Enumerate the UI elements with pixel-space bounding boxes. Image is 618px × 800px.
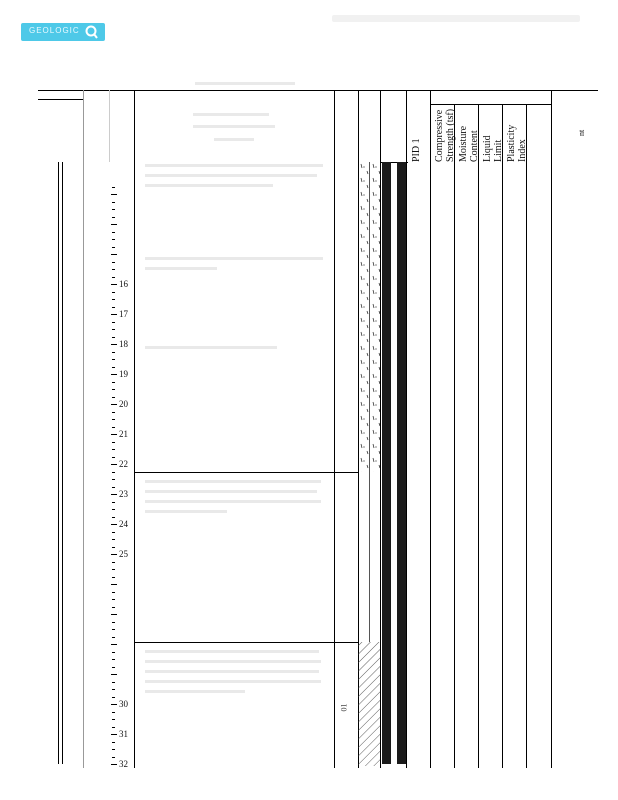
depth-tick xyxy=(111,644,117,645)
depth-tick xyxy=(112,247,115,248)
depth-tick xyxy=(112,697,115,698)
depth-tick xyxy=(111,674,117,675)
faint-desc-5c xyxy=(145,670,319,673)
depth-tick xyxy=(111,254,117,255)
stratum-boundary-1 xyxy=(134,472,358,473)
depth-tick xyxy=(112,412,115,413)
depth-tick xyxy=(112,592,115,593)
depth-tick xyxy=(112,307,115,308)
depth-tick xyxy=(112,209,115,210)
depth-tick xyxy=(111,554,117,555)
depth-tick xyxy=(112,487,115,488)
depth-tick xyxy=(111,224,117,225)
company-logo xyxy=(21,23,105,41)
depth-tick xyxy=(112,562,115,563)
depth-tick xyxy=(112,359,115,360)
depth-tick xyxy=(111,374,117,375)
depth-tick xyxy=(112,622,115,623)
depth-tick xyxy=(112,239,115,240)
depth-tick xyxy=(112,397,115,398)
depth-tick xyxy=(112,682,115,683)
depth-column-divider xyxy=(134,90,135,768)
depth-tick xyxy=(112,629,115,630)
depth-tick xyxy=(111,404,117,405)
depth-tick xyxy=(111,314,117,315)
depth-tick xyxy=(112,329,115,330)
depth-tick xyxy=(111,464,117,465)
depth-tick xyxy=(112,757,115,758)
lab-column-border-4 xyxy=(502,104,503,768)
stratum-boundary-2 xyxy=(134,642,358,643)
depth-label: 19 xyxy=(119,369,128,379)
table-top-border xyxy=(38,90,598,91)
depth-tick xyxy=(111,434,117,435)
faint-desc-1b xyxy=(145,174,317,177)
lab-header-liquid: Liquid Limit xyxy=(482,135,504,162)
depth-tick xyxy=(112,292,115,293)
depth-tick xyxy=(112,427,115,428)
depth-label: 22 xyxy=(119,459,128,469)
well-column-divider xyxy=(83,90,84,768)
depth-tick xyxy=(112,569,115,570)
depth-tick xyxy=(112,667,115,668)
depth-tick xyxy=(111,344,117,345)
depth-label: 20 xyxy=(119,399,128,409)
depth-tick xyxy=(112,472,115,473)
right-column-header: nt xyxy=(577,129,586,136)
sample-recovery-bar xyxy=(382,162,391,764)
pid-header: PID 1 xyxy=(411,138,422,162)
well-casing-left-inner xyxy=(62,162,63,764)
depth-tick xyxy=(111,284,117,285)
lab-column-border-3 xyxy=(478,104,479,768)
depth-tick xyxy=(112,517,115,518)
depth-tick xyxy=(112,577,115,578)
depth-tick xyxy=(112,532,115,533)
faint-desc-5a xyxy=(145,650,319,653)
faint-desc-2b xyxy=(145,267,217,270)
lab-column-border-1 xyxy=(430,90,431,768)
pid-column-border xyxy=(406,90,407,768)
depth-tick xyxy=(112,727,115,728)
depth-tick xyxy=(112,277,115,278)
lab-column-border-2 xyxy=(454,104,455,768)
depth-tick xyxy=(112,689,115,690)
depth-tick xyxy=(112,367,115,368)
depth-label: 24 xyxy=(119,519,128,529)
depth-tick xyxy=(112,502,115,503)
depth-tick xyxy=(112,479,115,480)
faint-desc-5e xyxy=(145,690,245,693)
depth-label: 21 xyxy=(119,429,128,439)
faint-column-divider xyxy=(109,90,110,162)
depth-tick xyxy=(111,494,117,495)
depth-tick xyxy=(112,652,115,653)
depth-tick xyxy=(112,419,115,420)
depth-label: 16 xyxy=(119,279,128,289)
depth-tick xyxy=(112,742,115,743)
depth-tick xyxy=(112,719,115,720)
depth-tick xyxy=(112,547,115,548)
depth-tick xyxy=(112,539,115,540)
faint-desc-5b xyxy=(145,660,321,663)
faint-desc-1c xyxy=(145,184,273,187)
faint-desc-3 xyxy=(145,346,277,349)
depth-tick xyxy=(112,299,115,300)
faint-desc-5d xyxy=(145,680,321,683)
depth-tick xyxy=(112,269,115,270)
depth-tick xyxy=(112,712,115,713)
faint-desc-header-2 xyxy=(193,125,275,128)
soil-graphic-log xyxy=(358,162,382,766)
sample-interval-bar xyxy=(397,162,406,764)
depth-tick xyxy=(112,509,115,510)
lab-header-compressive: Compressive Strength (tsf) xyxy=(434,108,456,162)
depth-tick xyxy=(112,599,115,600)
depth-tick xyxy=(112,232,115,233)
depth-tick xyxy=(112,637,115,638)
lab-column-border-6 xyxy=(551,90,552,768)
depth-label: 23 xyxy=(119,489,128,499)
depth-tick xyxy=(112,262,115,263)
well-casing-left-outer xyxy=(58,162,59,764)
lab-header-plasticity: Plasticity Index xyxy=(506,124,528,162)
depth-tick xyxy=(112,389,115,390)
left-subheader-line xyxy=(38,99,83,100)
depth-tick xyxy=(111,614,117,615)
wrench-check-icon xyxy=(83,24,99,40)
depth-tick xyxy=(111,584,117,585)
depth-tick xyxy=(112,749,115,750)
depth-tick xyxy=(112,659,115,660)
faint-desc-4d xyxy=(145,510,227,513)
lab-header-line xyxy=(430,104,551,105)
depth-tick xyxy=(112,449,115,450)
faint-desc-header-1 xyxy=(193,113,269,116)
depth-tick xyxy=(112,187,115,188)
depth-tick xyxy=(112,382,115,383)
depth-tick xyxy=(112,457,115,458)
logo-text: GEOLOGIC xyxy=(29,26,80,35)
faint-title xyxy=(195,82,295,85)
depth-label: 32 xyxy=(119,759,128,769)
lab-header-moisture: Moisture Content xyxy=(458,125,480,162)
faint-desc-4c xyxy=(145,500,321,503)
faint-desc-header-3 xyxy=(214,138,254,141)
depth-tick xyxy=(111,524,117,525)
depth-tick xyxy=(112,337,115,338)
depth-tick xyxy=(112,217,115,218)
depth-tick xyxy=(112,442,115,443)
depth-tick xyxy=(111,734,117,735)
depth-tick xyxy=(112,607,115,608)
depth-label: 30 xyxy=(119,699,128,709)
faint-desc-4b xyxy=(145,490,317,493)
faint-header-text xyxy=(332,15,580,22)
depth-tick xyxy=(111,704,117,705)
depth-tick xyxy=(112,322,115,323)
depth-label: 25 xyxy=(119,549,128,559)
lab-column-border-5 xyxy=(526,104,527,768)
depth-tick xyxy=(111,194,117,195)
depth-tick xyxy=(112,352,115,353)
faint-desc-1a xyxy=(145,164,323,167)
depth-label: 31 xyxy=(119,729,128,739)
depth-label: 18 xyxy=(119,339,128,349)
sample-mark: 01 xyxy=(339,703,349,712)
depth-tick xyxy=(112,202,115,203)
description-right-border xyxy=(334,90,335,768)
depth-label: 17 xyxy=(119,309,128,319)
faint-desc-4a xyxy=(145,480,321,483)
faint-desc-2a xyxy=(145,257,323,260)
depth-tick xyxy=(111,764,117,765)
